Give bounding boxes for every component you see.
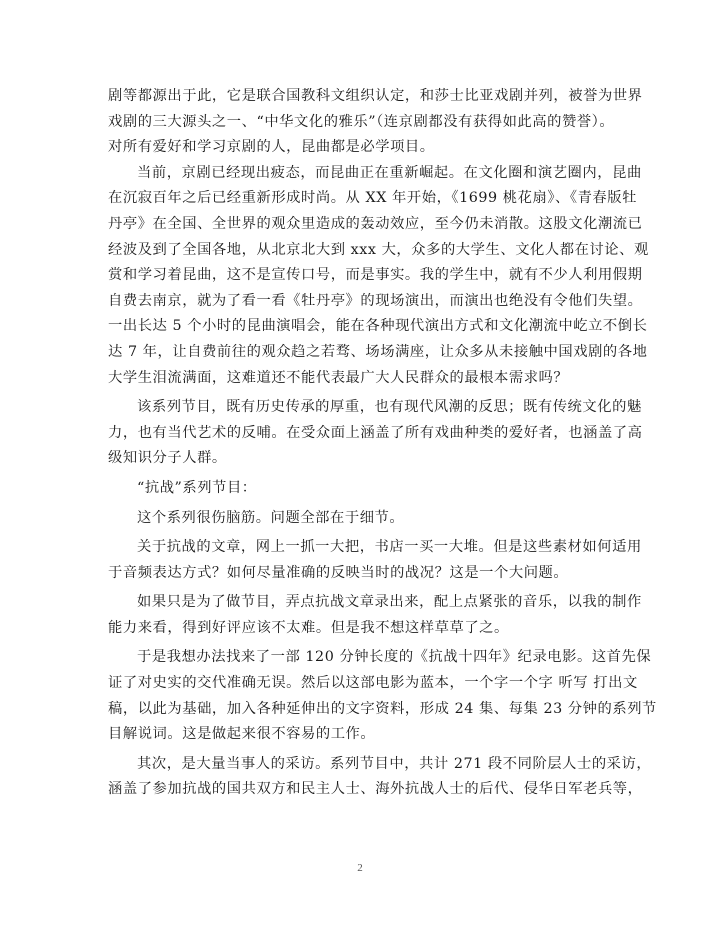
paragraph bbox=[108, 645, 657, 747]
text-line: 对所有爱好和学习京剧的人，昆曲都是必学项目。 bbox=[108, 139, 435, 156]
paragraph bbox=[108, 84, 643, 161]
text-line: 达 7 年，让自费前往的观众趋之若骛、场场满座，让众多从未接触中国戏剧的各地 bbox=[108, 343, 648, 360]
text-line: 级知识分子人群。 bbox=[108, 450, 227, 467]
paragraph bbox=[108, 752, 652, 803]
paragraph bbox=[108, 395, 643, 472]
text-line: 丹亭》在全国、全世界的观众里造成的轰动效应，至今仍未消散。这股文化潮流已 bbox=[108, 215, 643, 232]
text-line: 于是我想办法找来了一部 120 分钟长度的《抗战十四年》纪录电影。这首先保 bbox=[137, 649, 652, 666]
text-line: 当前，京剧已经现出疲态，而昆曲正在重新崛起。在文化圈和演艺圈内，昆曲 bbox=[137, 164, 642, 181]
text-line: 该系列节目，既有历史传承的厚重，也有现代风潮的反思；既有传统文化的魅 bbox=[137, 399, 642, 416]
text-line: 目解说词。这是做起来很不容易的工作。 bbox=[108, 726, 376, 743]
text-line: 于音频表达方式？如何尽量准确的反映当时的战况？这是一个大问题。 bbox=[108, 564, 569, 581]
paragraph bbox=[108, 476, 620, 502]
paragraph bbox=[108, 535, 642, 586]
paragraph bbox=[108, 161, 649, 391]
text-line: 如果只是为了做节目，弄点抗战文章录出来，配上点紧张的音乐，以我的制作 bbox=[137, 594, 642, 611]
text-line: 经波及到了全国各地，从北京北大到 xxx 大，众多的大学生、文化人都在讨论、观 bbox=[108, 241, 649, 258]
text-line: 大学生泪流满面，这难道还不能代表最广大人民群众的最根本需求吗？ bbox=[108, 369, 569, 386]
paragraph bbox=[108, 590, 642, 641]
text-line: 在沉寂百年之后已经重新形成时尚。从 XX 年开始，《1699 桃花扇》、《青春版牡 bbox=[108, 190, 637, 207]
text-line: 关于抗战的文章，网上一抓一大把，书店一买一大堆。但是这些素材如何适用 bbox=[137, 539, 642, 556]
text-line: “抗战”系列节目： bbox=[137, 479, 257, 496]
text-line: 其次，是大量当事人的采访。系列节目中，共计 271 段不同阶层人士的采访， bbox=[137, 755, 652, 772]
text-line: 涵盖了参加抗战的国共双方和民主人士、海外抗战人士的后代、侵华日军老兵等， bbox=[108, 781, 643, 798]
text-line: 稿，以此为基础，加入各种延伸出的文字资料，形成 24 集、每集 23 分钟的系列节 bbox=[108, 700, 657, 717]
text-line: 剧等都源出于此，它是联合国教科文组织认定，和莎士比亚戏剧并列，被誉为世界 bbox=[108, 88, 643, 104]
text-line: 自费去南京，就为了看一看《牡丹亭》的现场演出，而演出也绝没有令他们失望。 bbox=[108, 292, 643, 309]
text-line: 赏和学习着昆曲，这不是宣传口号，而是事实。我的学生中，就有不少人利用假期 bbox=[108, 267, 643, 284]
text-line: 这个系列很伤脑筋。问题全部在于细节。 bbox=[137, 509, 405, 526]
page-number: 2 bbox=[357, 862, 363, 874]
text-line: 一出长达 5 个小时的昆曲演唱会，能在各种现代演出方式和文化潮流中屹立不倒长 bbox=[108, 318, 648, 335]
text-line: 戏剧的三大源头之一、“中华文化的雅乐”（连京剧都没有获得如此高的赞誉）。 bbox=[108, 113, 615, 130]
text-line: 能力来看，得到好评应该不太难。但是我不想这样草草了之。 bbox=[108, 619, 509, 636]
text-line: 力，也有当代艺术的反哺。在受众面上涵盖了所有戏曲种类的爱好者，也涵盖了高 bbox=[108, 424, 643, 441]
document-body bbox=[108, 84, 657, 807]
text-line: 证了对史实的交代准确无误。然后以这部电影为蓝本，一个字一个字 听写 打出文 bbox=[108, 675, 638, 692]
paragraph bbox=[108, 506, 620, 532]
